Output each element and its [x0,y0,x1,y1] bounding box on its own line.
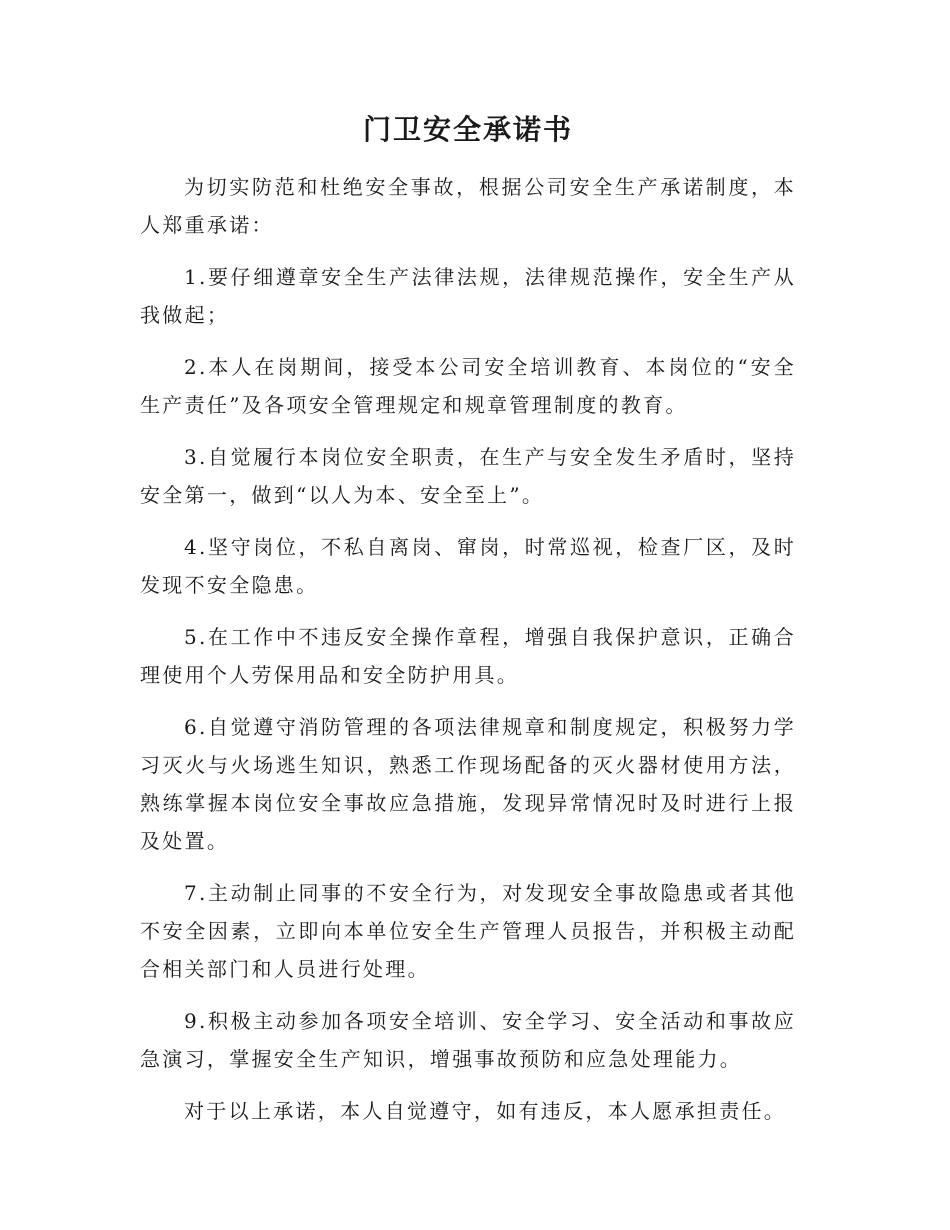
intro-paragraph: 为切实防范和杜绝安全事故，根据公司安全生产承诺制度，本人郑重承诺： [140,175,796,237]
commitment-item-4: 4.坚守岗位，不私自离岗、窜岗，时常巡视，检查厂区，及时发现不安全隐患。 [140,535,796,597]
commitment-item-5: 5.在工作中不违反安全操作章程，增强自我保护意识，正确合理使用个人劳保用品和安全防护用具。 [140,625,796,687]
commitment-item-9: 9.积极主动参加各项安全培训、安全学习、安全活动和事故应急演习，掌握安全生产知识，增强事故预防和应急处理能力。 [140,1009,796,1071]
commitment-item-6: 6.自觉遵守消防管理的各项法律规章和制度规定，积极努力学习灭火与火场逃生知识，熟悉工作现场配备的灭火器材使用方法，熟练掌握本岗位安全事故应急措施，发现异常情况时及时进行上报及处置。 [140,715,796,853]
commitment-item-3: 3.自觉履行本岗位安全职责，在生产与安全发生矛盾时，坚持安全第一，做到“以人为本、安全至上”。 [140,445,796,507]
commitment-item-2: 2.本人在岗期间，接受本公司安全培训教育、本岗位的“安全生产责任”及各项安全管理规定和规章管理制度的教育。 [140,355,796,417]
commitment-item-7: 7.主动制止同事的不安全行为，对发现安全事故隐患或者其他不安全因素，立即向本单位安全生产管理人员报告，并积极主动配合相关部门和人员进行处理。 [140,881,796,981]
closing-paragraph: 对于以上承诺，本人自觉遵守，如有违反，本人愿承担责任。 [184,1099,787,1123]
commitment-item-1: 1.要仔细遵章安全生产法律法规，法律规范操作，安全生产从我做起； [140,265,796,327]
document-title: 门卫安全承诺书 [362,113,573,146]
document-page [140,108,796,1144]
